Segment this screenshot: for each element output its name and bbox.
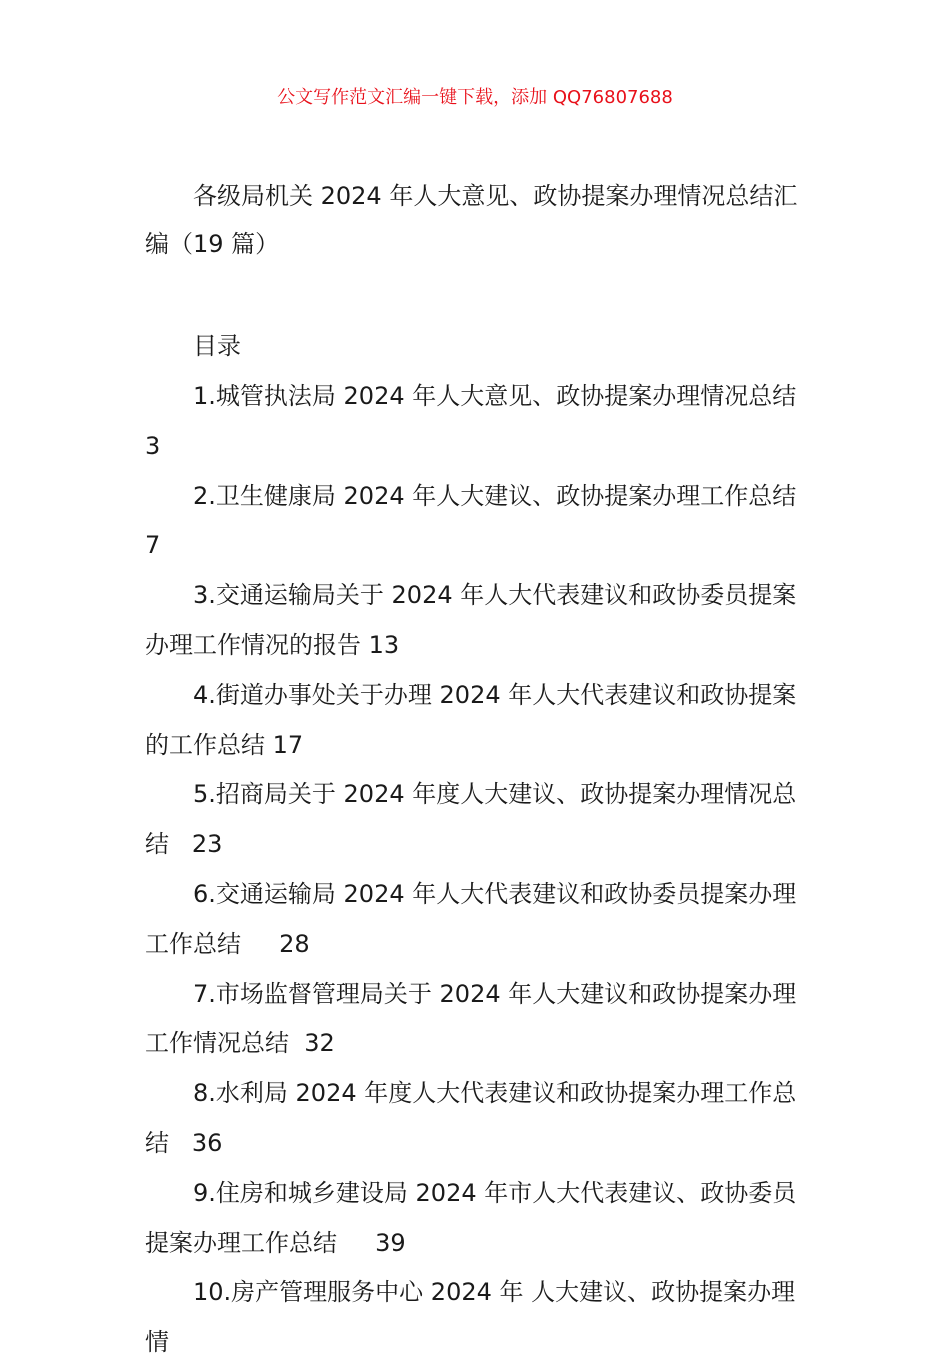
toc-heading: 目录 xyxy=(193,332,241,360)
toc-item-title: 10.房产管理服务中心 2024 年 人大建议、政协提案办理情 xyxy=(145,1278,796,1357)
toc-item-title: 8.水利局 2024 年度人大代表建议和政协提案办理工作总结 xyxy=(145,1079,797,1157)
toc-item-page: 17 xyxy=(265,730,304,759)
toc-item-title: 2.卫生健康局 2024 年人大建议、政协提案办理工作总结 xyxy=(193,481,797,510)
table-of-contents xyxy=(145,372,807,1368)
toc-item-page: 28 xyxy=(241,929,310,958)
toc-item[interactable] xyxy=(145,472,807,572)
document-title: 各级局机关 2024 年人大意见、政协提案办理情况总结汇编（19 篇） xyxy=(145,182,798,258)
toc-item[interactable] xyxy=(145,870,807,970)
toc-item-title: 5.招商局关于 2024 年度人大建议、政协提案办理情况总结 xyxy=(145,780,797,859)
toc-item-title: 3.交通运输局关于 2024 年人大代表建议和政协委员提案办理工作情况的报告 xyxy=(145,581,797,659)
toc-item[interactable] xyxy=(145,571,807,671)
toc-item-page: 32 xyxy=(289,1029,335,1058)
toc-item[interactable] xyxy=(145,372,807,472)
toc-item-title: 6.交通运输局 2024 年人大代表建议和政协委员提案办理工作总结 xyxy=(145,879,797,958)
toc-item[interactable] xyxy=(145,1069,807,1169)
toc-item[interactable] xyxy=(145,671,807,771)
toc-item[interactable] xyxy=(145,970,807,1070)
toc-item-title: 7.市场监督管理局关于 2024 年人大建议和政协提案办理工作情况总结 xyxy=(145,979,797,1058)
toc-item[interactable] xyxy=(145,1169,807,1269)
toc-item-page: 23 xyxy=(169,830,223,859)
toc-item[interactable] xyxy=(145,770,807,870)
toc-item-page: 7 xyxy=(145,531,161,560)
toc-item[interactable] xyxy=(145,1268,807,1368)
toc-item-page: 3 xyxy=(145,431,161,460)
toc-item-page: 39 xyxy=(337,1228,406,1257)
promo-header: 公文写作范文汇编一键下载，添加 QQ76807688 xyxy=(277,87,673,108)
toc-item-title: 4.街道办事处关于办理 2024 年人大代表建议和政协提案的工作总结 xyxy=(145,680,797,759)
toc-item-title: 1.城管执法局 2024 年人大意见、政协提案办理情况总结 xyxy=(193,382,797,410)
toc-item-page: 36 xyxy=(169,1128,223,1157)
toc-item-page: 13 xyxy=(361,630,400,659)
toc-item-title: 9.住房和城乡建设局 2024 年市人大代表建议、政协委员提案办理工作总结 xyxy=(145,1178,797,1257)
